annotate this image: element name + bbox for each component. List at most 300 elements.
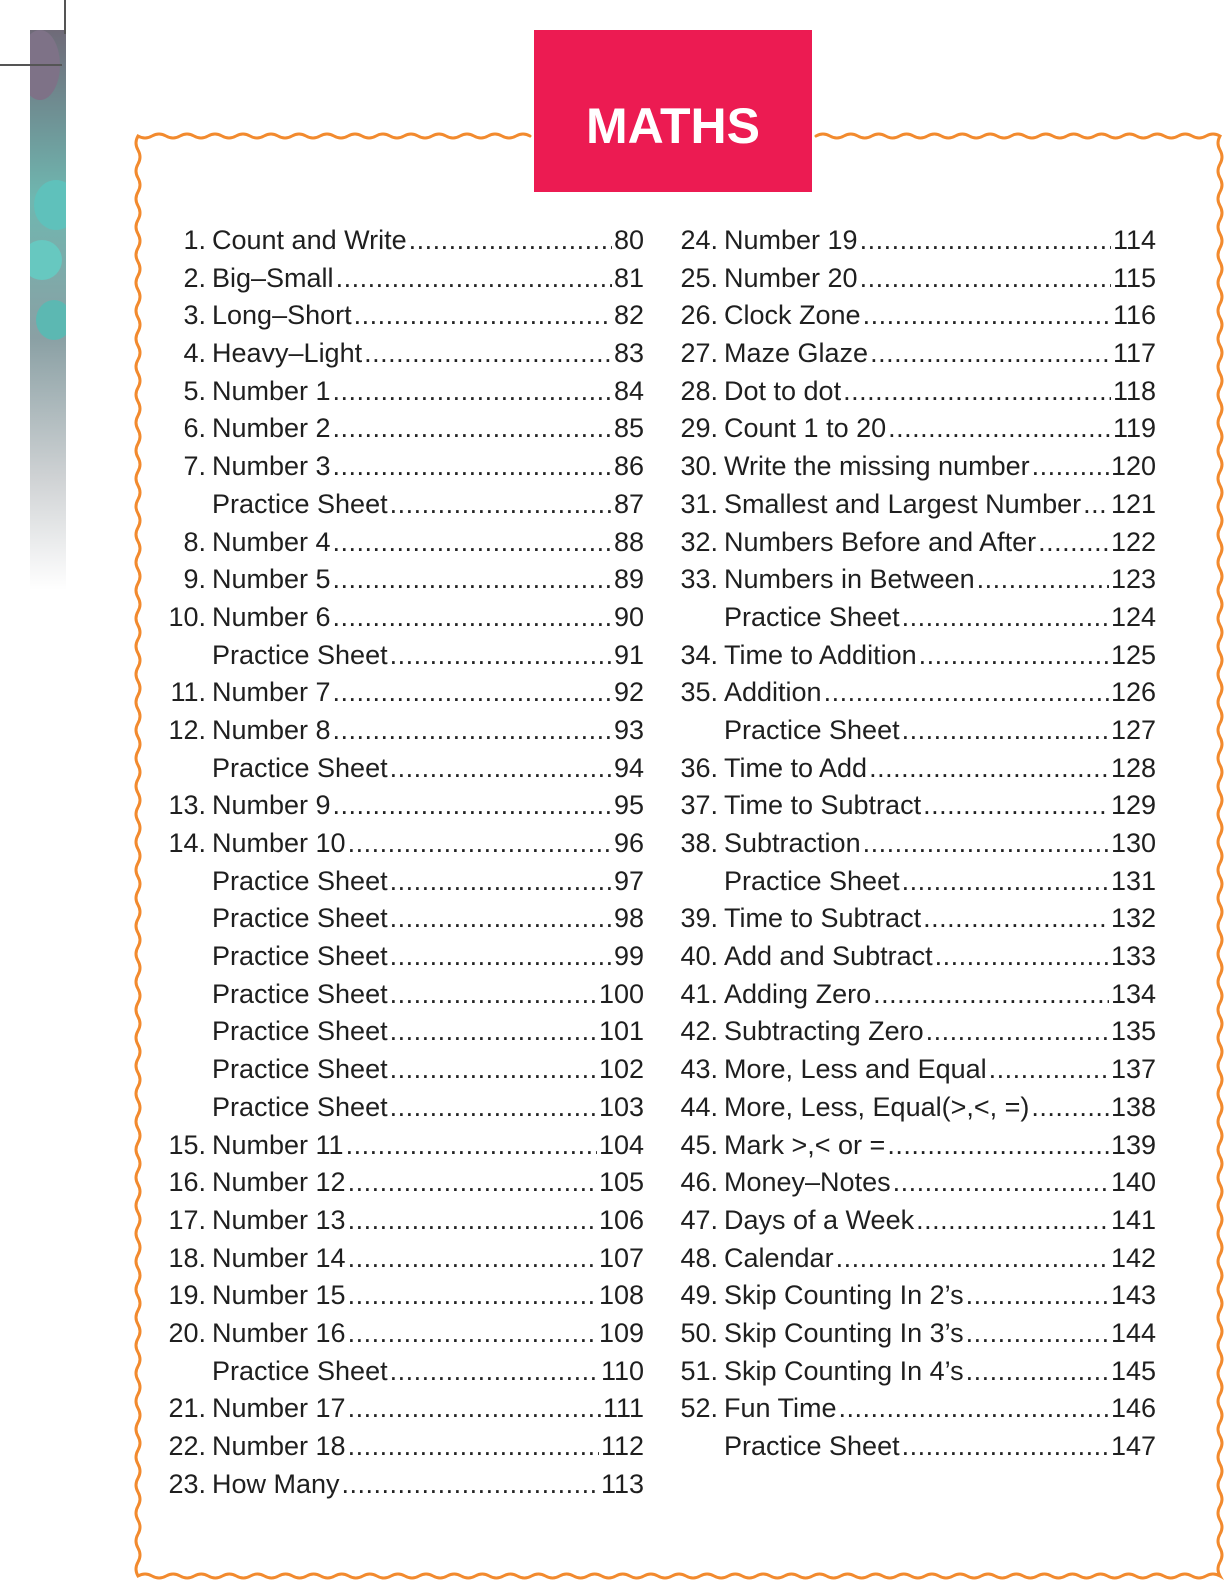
entry-title: Mark >,< or = — [724, 1129, 886, 1160]
entry-number: 7. — [183, 451, 206, 482]
entry-number: 41. — [680, 978, 718, 1009]
entry-title: How Many — [212, 1468, 340, 1499]
entry-number: 52. — [680, 1393, 718, 1424]
entry-title: Practice Sheet — [212, 941, 388, 972]
dot-leader — [843, 373, 1111, 411]
entry-title: Practice Sheet — [212, 639, 388, 670]
toc-entry — [662, 825, 1156, 863]
crop-mark — [0, 64, 62, 66]
entry-number: 26. — [680, 300, 718, 331]
entry-number: 46. — [680, 1167, 718, 1198]
dot-leader — [348, 1277, 597, 1315]
entry-number: 43. — [680, 1054, 718, 1085]
entry-title: Addition — [724, 677, 822, 708]
entry-page: 105 — [598, 1167, 644, 1198]
dot-leader — [860, 222, 1111, 260]
entry-title: Number 6 — [212, 601, 331, 632]
entry-page: 122 — [1110, 526, 1156, 557]
toc-entry — [662, 599, 1156, 637]
entry-number: 36. — [680, 752, 718, 783]
entry-page: 143 — [1110, 1280, 1156, 1311]
entry-page: 106 — [598, 1204, 644, 1235]
toc-entry — [662, 297, 1156, 335]
dot-leader — [342, 1466, 599, 1504]
dot-leader — [902, 712, 1109, 750]
entry-title: Count 1 to 20 — [724, 413, 887, 444]
entry-number: 29. — [680, 413, 718, 444]
dot-leader — [333, 787, 612, 825]
entry-title: Numbers Before and After — [724, 526, 1037, 557]
entry-page: 83 — [613, 338, 644, 369]
dot-leader — [863, 825, 1109, 863]
entry-number: 32. — [680, 526, 718, 557]
toc-entry — [150, 448, 644, 486]
dot-leader — [348, 1390, 601, 1428]
entry-number: 4. — [183, 338, 206, 369]
toc-entry — [662, 938, 1156, 976]
entry-page: 114 — [1112, 225, 1156, 255]
toc-entry — [662, 1277, 1156, 1315]
entry-page: 85 — [613, 413, 644, 444]
entry-number: 39. — [680, 903, 718, 934]
entry-title: Practice Sheet — [212, 1016, 388, 1047]
entry-title: Practice Sheet — [212, 1355, 388, 1386]
toc-entry — [662, 486, 1156, 524]
leaf-shape — [30, 240, 62, 280]
entry-page: 104 — [598, 1129, 644, 1160]
entry-page: 137 — [1110, 1054, 1156, 1085]
toc-entry — [662, 1013, 1156, 1051]
entry-page: 139 — [1110, 1129, 1156, 1160]
entry-title: Long–Short — [212, 300, 352, 331]
entry-number: 21. — [168, 1393, 206, 1424]
dot-leader — [390, 938, 612, 976]
entry-title: Number 20 — [724, 262, 858, 293]
dot-leader — [390, 976, 597, 1014]
dot-leader — [333, 561, 612, 599]
toc-entry — [662, 1240, 1156, 1278]
page-title — [534, 30, 812, 192]
entry-page: 127 — [1110, 714, 1156, 745]
entry-title: Fun Time — [724, 1393, 837, 1424]
entry-number: 16. — [168, 1167, 206, 1198]
toc-entry — [662, 712, 1156, 750]
toc-entry — [150, 486, 644, 524]
entry-number: 22. — [168, 1431, 206, 1461]
toc-entry — [150, 1127, 644, 1165]
entry-page: 119 — [1112, 413, 1156, 444]
toc-entry — [150, 976, 644, 1014]
toc-entry — [150, 410, 644, 448]
entry-number: 6. — [183, 413, 206, 444]
entry-number: 13. — [168, 790, 206, 821]
entry-page: 147 — [1110, 1431, 1156, 1461]
entry-title: Practice Sheet — [724, 865, 900, 896]
dot-leader — [902, 599, 1109, 637]
entry-page: 145 — [1110, 1355, 1156, 1386]
entry-title: Practice Sheet — [212, 1091, 388, 1122]
entry-page: 124 — [1110, 601, 1156, 632]
entry-page: 128 — [1110, 752, 1156, 783]
entry-title: Number 8 — [212, 714, 331, 745]
entry-page: 133 — [1110, 941, 1156, 972]
entry-page: 108 — [598, 1280, 644, 1311]
dot-leader — [348, 1202, 597, 1240]
entry-page: 109 — [598, 1317, 644, 1348]
entry-title: Practice Sheet — [212, 978, 388, 1009]
entry-number: 18. — [168, 1242, 206, 1273]
toc-entry — [662, 863, 1156, 901]
entry-page: 84 — [613, 375, 644, 406]
toc-entry — [662, 900, 1156, 938]
toc-entry — [150, 637, 644, 675]
entry-number: 50. — [680, 1317, 718, 1348]
entry-title: Time to Subtract — [724, 790, 922, 821]
toc-entry — [662, 674, 1156, 712]
dot-leader — [935, 938, 1109, 976]
toc-entry — [662, 1353, 1156, 1391]
entry-title: Count and Write — [212, 225, 407, 255]
entry-page: 140 — [1110, 1167, 1156, 1198]
dot-leader — [870, 335, 1111, 373]
entry-page: 101 — [598, 1016, 644, 1047]
entry-title: Skip Counting In 3’s — [724, 1317, 964, 1348]
entry-page: 111 — [602, 1393, 644, 1424]
toc-entry — [150, 599, 644, 637]
entry-page: 92 — [613, 677, 644, 708]
entry-page: 132 — [1110, 903, 1156, 934]
entry-title: Add and Subtract — [724, 941, 933, 972]
entry-page: 96 — [613, 828, 644, 858]
dot-leader — [390, 1013, 597, 1051]
entry-number: 45. — [680, 1129, 718, 1160]
entry-page: 87 — [613, 488, 644, 519]
entry-page: 90 — [613, 601, 644, 632]
toc-entry — [150, 1164, 644, 1202]
toc-entry — [150, 561, 644, 599]
entry-title: Time to Subtract — [724, 903, 922, 934]
dot-leader — [902, 863, 1109, 901]
dot-leader — [989, 1051, 1109, 1089]
toc-right-column — [662, 222, 1156, 1466]
entry-page: 121 — [1110, 488, 1156, 519]
dot-leader — [860, 260, 1111, 298]
entry-page: 113 — [600, 1468, 644, 1499]
entry-title: Days of a Week — [724, 1204, 915, 1235]
entry-number: 47. — [680, 1204, 718, 1235]
entry-page: 91 — [613, 639, 644, 670]
entry-title: Number 5 — [212, 564, 331, 595]
crop-mark — [64, 0, 66, 34]
entry-number: 14. — [168, 828, 206, 858]
entry-number: 25. — [680, 262, 718, 293]
entry-page: 110 — [600, 1355, 644, 1386]
entry-page: 93 — [613, 714, 644, 745]
toc-entry — [150, 863, 644, 901]
entry-number: 30. — [680, 451, 718, 482]
entry-page: 95 — [613, 790, 644, 821]
dot-leader — [348, 825, 612, 863]
dot-leader — [916, 1202, 1109, 1240]
dot-leader — [333, 599, 612, 637]
entry-number: 27. — [680, 338, 718, 369]
dot-leader — [333, 410, 612, 448]
dot-leader — [390, 637, 612, 675]
entry-title: Number 3 — [212, 451, 331, 482]
toc-entry — [662, 410, 1156, 448]
entry-title: Number 14 — [212, 1242, 346, 1273]
toc-left-column — [150, 222, 644, 1503]
entry-number: 12. — [168, 714, 206, 745]
entry-title: Number 9 — [212, 790, 331, 821]
toc-entry — [150, 750, 644, 788]
side-decoration — [30, 30, 66, 590]
entry-page: 123 — [1110, 564, 1156, 595]
toc-entry — [662, 637, 1156, 675]
entry-page: 88 — [613, 526, 644, 557]
dot-leader — [390, 900, 612, 938]
toc-entry — [150, 938, 644, 976]
dot-leader — [926, 1013, 1109, 1051]
dot-leader — [966, 1277, 1109, 1315]
entry-page: 82 — [613, 300, 644, 331]
dot-leader — [348, 1315, 597, 1353]
entry-page: 131 — [1110, 865, 1156, 896]
entry-number: 19. — [168, 1280, 206, 1311]
entry-page: 112 — [600, 1431, 644, 1461]
title-text: MATHS — [585, 98, 761, 154]
entry-title: Subtracting Zero — [724, 1016, 924, 1047]
entry-number: 5. — [183, 375, 206, 406]
entry-number: 20. — [168, 1317, 206, 1348]
entry-page: 142 — [1110, 1242, 1156, 1273]
dot-leader — [333, 373, 612, 411]
entry-number: 24. — [680, 225, 718, 255]
entry-title: Adding Zero — [724, 978, 872, 1009]
toc-entry — [662, 524, 1156, 562]
entry-title: Practice Sheet — [212, 865, 388, 896]
dot-leader — [836, 1240, 1109, 1278]
dot-leader — [887, 1127, 1109, 1165]
dot-leader — [888, 410, 1111, 448]
entry-page: 98 — [613, 903, 644, 934]
toc-entry — [150, 373, 644, 411]
entry-page: 94 — [613, 752, 644, 783]
entry-title: Number 7 — [212, 677, 331, 708]
dot-leader — [336, 260, 612, 298]
toc-entry — [662, 1089, 1156, 1127]
entry-page: 100 — [598, 978, 644, 1009]
entry-number: 51. — [680, 1355, 718, 1386]
entry-page: 103 — [598, 1091, 644, 1122]
toc-entry — [662, 561, 1156, 599]
toc-entry — [150, 1315, 644, 1353]
entry-title: Number 15 — [212, 1280, 346, 1311]
toc-entry — [150, 1089, 644, 1127]
entry-number: 48. — [680, 1242, 718, 1273]
entry-title: Practice Sheet — [724, 601, 900, 632]
entry-number: 10. — [168, 601, 206, 632]
entry-number: 9. — [183, 564, 206, 595]
leaf-shape — [36, 300, 66, 340]
dot-leader — [390, 1051, 597, 1089]
entry-number: 31. — [680, 488, 718, 519]
entry-page: 134 — [1110, 978, 1156, 1009]
entry-number: 11. — [170, 677, 206, 708]
toc-entry — [150, 674, 644, 712]
entry-page: 80 — [613, 225, 644, 255]
toc-entry — [150, 260, 644, 298]
entry-page: 86 — [613, 451, 644, 482]
dot-leader — [966, 1315, 1109, 1353]
entry-title: Subtraction — [724, 828, 861, 858]
entry-number: 42. — [680, 1016, 718, 1047]
entry-title: Number 17 — [212, 1393, 346, 1424]
entry-number: 17. — [168, 1204, 206, 1235]
toc-entry — [662, 787, 1156, 825]
dot-leader — [354, 297, 612, 335]
dot-leader — [333, 712, 612, 750]
dot-leader — [1032, 448, 1109, 486]
toc-entry — [662, 750, 1156, 788]
entry-page: 115 — [1112, 262, 1156, 293]
dot-leader — [919, 637, 1109, 675]
toc-entry — [150, 787, 644, 825]
toc-entry — [150, 335, 644, 373]
dot-leader — [348, 1240, 597, 1278]
entry-title: Maze Glaze — [724, 338, 869, 369]
dot-leader — [390, 486, 612, 524]
entry-page: 81 — [613, 262, 644, 293]
dot-leader — [333, 524, 612, 562]
entry-title: Clock Zone — [724, 300, 861, 331]
entry-title: Write the missing number — [724, 451, 1030, 482]
entry-title: Dot to dot — [724, 375, 842, 406]
entry-page: 107 — [598, 1242, 644, 1273]
entry-page: 118 — [1112, 375, 1156, 406]
entry-number: 34. — [680, 639, 718, 670]
entry-number: 44. — [680, 1091, 718, 1122]
entry-title: Practice Sheet — [212, 488, 388, 519]
entry-title: Number 18 — [212, 1431, 346, 1461]
entry-page: 141 — [1110, 1204, 1156, 1235]
entry-title: Practice Sheet — [212, 1054, 388, 1085]
entry-page: 138 — [1110, 1091, 1156, 1122]
entry-title: Number 12 — [212, 1167, 346, 1198]
entry-title: Smallest and Largest Number — [724, 488, 1082, 519]
toc-entry — [150, 524, 644, 562]
toc-entry — [150, 1013, 644, 1051]
entry-number: 15. — [168, 1129, 206, 1160]
entry-title: Numbers in Between — [724, 564, 975, 595]
toc-entry — [150, 900, 644, 938]
entry-title: Number 2 — [212, 413, 331, 444]
entry-number: 2. — [183, 262, 206, 293]
toc-entry — [150, 1202, 644, 1240]
entry-title: More, Less, Equal(>,<, =) — [724, 1091, 1030, 1122]
dot-leader — [1031, 1089, 1109, 1127]
entry-title: Money–Notes — [724, 1167, 891, 1198]
toc-entry — [150, 1353, 644, 1391]
entry-page: 102 — [598, 1054, 644, 1085]
toc-entry — [662, 1164, 1156, 1202]
entry-title: Big–Small — [212, 262, 334, 293]
toc-entry — [662, 448, 1156, 486]
entry-title: Skip Counting In 4’s — [724, 1355, 964, 1386]
dot-leader — [390, 1353, 599, 1391]
toc-entry — [150, 712, 644, 750]
entry-number: 33. — [680, 564, 718, 595]
entry-number: 3. — [183, 300, 206, 331]
dot-leader — [364, 335, 612, 373]
dot-leader — [348, 1428, 599, 1466]
entry-page: 146 — [1110, 1393, 1156, 1424]
entry-number: 38. — [680, 828, 718, 858]
entry-number: 49. — [680, 1280, 718, 1311]
leaf-shape — [34, 180, 66, 230]
toc-entry — [150, 825, 644, 863]
toc-entry — [150, 1051, 644, 1089]
entry-title: Heavy–Light — [212, 338, 363, 369]
dot-leader — [869, 750, 1109, 788]
dot-leader — [333, 448, 612, 486]
dot-leader — [1083, 486, 1109, 524]
entry-title: Practice Sheet — [724, 1431, 900, 1461]
toc-entry — [150, 297, 644, 335]
entry-number: 8. — [183, 526, 206, 557]
entry-title: Number 16 — [212, 1317, 346, 1348]
entry-number: 28. — [680, 375, 718, 406]
toc-entry — [662, 373, 1156, 411]
entry-title: Number 10 — [212, 828, 346, 858]
toc-entry — [662, 222, 1156, 260]
dot-leader — [390, 863, 612, 901]
toc-entry — [662, 1315, 1156, 1353]
entry-title: Practice Sheet — [724, 714, 900, 745]
dot-leader — [902, 1428, 1109, 1466]
dot-leader — [333, 674, 612, 712]
dot-leader — [390, 1089, 597, 1127]
entry-title: Number 11 — [212, 1129, 344, 1160]
entry-page: 97 — [613, 865, 644, 896]
dot-leader — [966, 1353, 1109, 1391]
entry-page: 125 — [1110, 639, 1156, 670]
entry-title: Skip Counting In 2’s — [724, 1280, 964, 1311]
entry-title: Number 1 — [212, 375, 331, 406]
dot-leader — [873, 976, 1109, 1014]
toc-entry — [662, 1127, 1156, 1165]
entry-page: 126 — [1110, 677, 1156, 708]
entry-number: 40. — [680, 941, 718, 972]
toc-entry — [662, 260, 1156, 298]
toc-entry — [150, 1277, 644, 1315]
entry-title: Number 13 — [212, 1204, 346, 1235]
toc-entry — [662, 1051, 1156, 1089]
entry-title: Time to Add — [724, 752, 868, 783]
entry-page: 129 — [1110, 790, 1156, 821]
entry-page: 130 — [1110, 828, 1156, 858]
toc-entry — [662, 976, 1156, 1014]
dot-leader — [839, 1390, 1109, 1428]
dot-leader — [863, 297, 1111, 335]
entry-title: More, Less and Equal — [724, 1054, 987, 1085]
entry-page: 89 — [613, 564, 644, 595]
entry-page: 144 — [1110, 1317, 1156, 1348]
toc-entry — [150, 1390, 644, 1428]
entry-number: 35. — [680, 677, 718, 708]
toc-entry — [662, 1390, 1156, 1428]
dot-leader — [923, 787, 1109, 825]
